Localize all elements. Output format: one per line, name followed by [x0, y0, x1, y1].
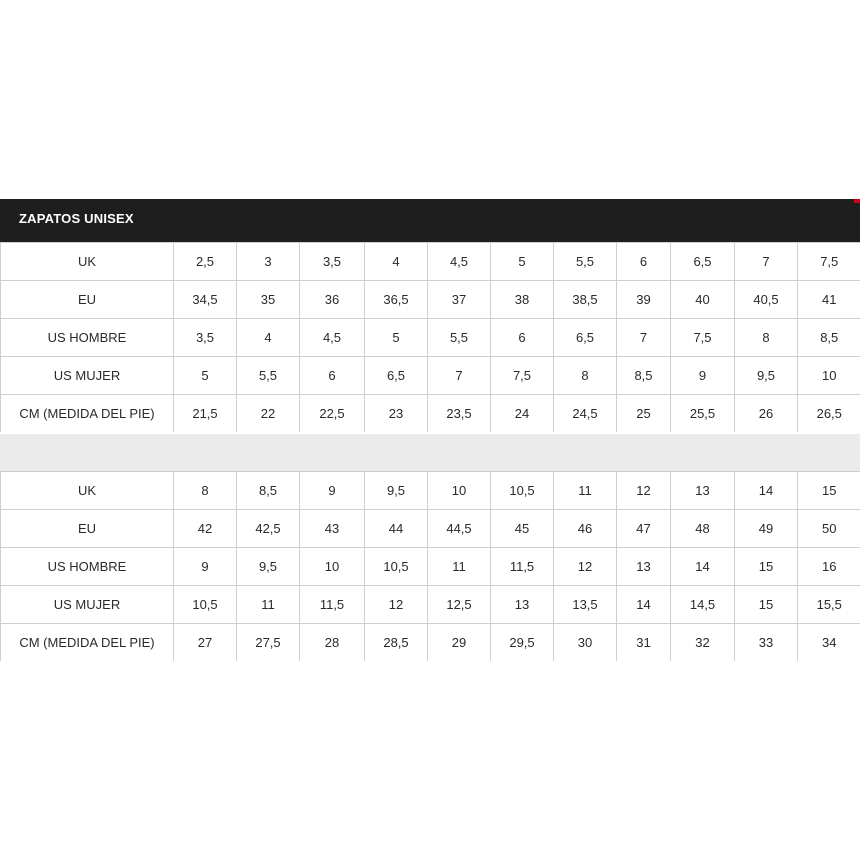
size-cell: 8,5 — [798, 319, 860, 357]
size-cell: 3,5 — [174, 319, 237, 357]
size-cell: 29,5 — [491, 624, 554, 662]
size-cell: 28,5 — [365, 624, 428, 662]
size-cell: 8 — [554, 357, 617, 395]
size-cell: 10 — [300, 548, 365, 586]
row-label: EU — [1, 510, 174, 548]
size-cell: 10,5 — [174, 586, 237, 624]
size-cell: 7 — [617, 319, 671, 357]
size-table-2 — [0, 471, 860, 661]
size-cell: 11 — [428, 548, 491, 586]
size-cell: 38 — [491, 281, 554, 319]
size-cell: 6,5 — [671, 243, 735, 281]
size-cell: 7 — [428, 357, 491, 395]
table-row — [1, 548, 860, 586]
size-cell: 14 — [671, 548, 735, 586]
size-cell: 6 — [491, 319, 554, 357]
size-cell: 36,5 — [365, 281, 428, 319]
size-cell: 50 — [798, 510, 860, 548]
size-cell: 11 — [237, 586, 300, 624]
size-cell: 11 — [554, 472, 617, 510]
size-cell: 12,5 — [428, 586, 491, 624]
size-cell: 10 — [798, 357, 860, 395]
row-label: US HOMBRE — [1, 548, 174, 586]
size-cell: 31 — [617, 624, 671, 662]
size-cell: 9 — [300, 472, 365, 510]
size-cell: 7,5 — [798, 243, 860, 281]
size-cell: 14 — [617, 586, 671, 624]
size-cell: 36 — [300, 281, 365, 319]
row-label: US MUJER — [1, 586, 174, 624]
size-cell: 3 — [237, 243, 300, 281]
size-cell: 42,5 — [237, 510, 300, 548]
size-cell: 43 — [300, 510, 365, 548]
table-row — [1, 472, 860, 510]
table-row — [1, 586, 860, 624]
size-cell: 6,5 — [365, 357, 428, 395]
size-cell: 25 — [617, 395, 671, 433]
size-cell: 15,5 — [798, 586, 860, 624]
size-cell: 12 — [554, 548, 617, 586]
size-cell: 23 — [365, 395, 428, 433]
size-cell: 12 — [617, 472, 671, 510]
size-cell: 11,5 — [300, 586, 365, 624]
size-cell: 8 — [735, 319, 798, 357]
size-cell: 49 — [735, 510, 798, 548]
row-label: UK — [1, 243, 174, 281]
size-table-1 — [0, 242, 860, 432]
size-cell: 10,5 — [491, 472, 554, 510]
size-cell: 29 — [428, 624, 491, 662]
size-cell: 9,5 — [237, 548, 300, 586]
size-cell: 44 — [365, 510, 428, 548]
size-cell: 4,5 — [428, 243, 491, 281]
size-cell: 16 — [798, 548, 860, 586]
size-cell: 22,5 — [300, 395, 365, 433]
table-row — [1, 510, 860, 548]
size-cell: 13 — [617, 548, 671, 586]
size-cell: 7,5 — [491, 357, 554, 395]
size-cell: 6 — [300, 357, 365, 395]
row-label: CM (MEDIDA DEL PIE) — [1, 624, 174, 662]
size-cell: 40 — [671, 281, 735, 319]
page-title: ZAPATOS UNISEX — [19, 211, 134, 226]
size-cell: 11,5 — [491, 548, 554, 586]
size-cell: 27,5 — [237, 624, 300, 662]
size-cell: 46 — [554, 510, 617, 548]
size-cell: 9,5 — [365, 472, 428, 510]
size-cell: 12 — [365, 586, 428, 624]
size-cell: 37 — [428, 281, 491, 319]
size-cell: 5,5 — [554, 243, 617, 281]
size-cell: 38,5 — [554, 281, 617, 319]
size-cell: 15 — [735, 548, 798, 586]
row-label: US MUJER — [1, 357, 174, 395]
size-cell: 7,5 — [671, 319, 735, 357]
size-cell: 10,5 — [365, 548, 428, 586]
size-cell: 26 — [735, 395, 798, 433]
accent-mark — [854, 199, 860, 203]
size-cell: 13 — [671, 472, 735, 510]
size-cell: 41 — [798, 281, 860, 319]
size-cell: 48 — [671, 510, 735, 548]
size-cell: 25,5 — [671, 395, 735, 433]
table-row — [1, 395, 860, 433]
row-label: EU — [1, 281, 174, 319]
size-cell: 15 — [735, 586, 798, 624]
size-cell: 4 — [237, 319, 300, 357]
size-cell: 5,5 — [237, 357, 300, 395]
size-cell: 47 — [617, 510, 671, 548]
size-cell: 40,5 — [735, 281, 798, 319]
size-cell: 9 — [174, 548, 237, 586]
size-cell: 8,5 — [237, 472, 300, 510]
size-cell: 22 — [237, 395, 300, 433]
size-cell: 13 — [491, 586, 554, 624]
table-row — [1, 624, 860, 662]
size-cell: 3,5 — [300, 243, 365, 281]
size-cell: 34,5 — [174, 281, 237, 319]
size-cell: 15 — [798, 472, 860, 510]
size-cell: 26,5 — [816, 406, 842, 421]
size-cell: 4 — [365, 243, 428, 281]
table-row — [1, 281, 860, 319]
size-cell: 28 — [300, 624, 365, 662]
size-cell: 4,5 — [300, 319, 365, 357]
table-row — [1, 357, 860, 395]
size-cell: 7 — [735, 243, 798, 281]
size-cell: 44,5 — [428, 510, 491, 548]
size-cell: 6 — [617, 243, 671, 281]
size-cell: 27 — [174, 624, 237, 662]
row-label: UK — [1, 472, 174, 510]
size-cell: 9 — [671, 357, 735, 395]
size-cell: 33 — [735, 624, 798, 662]
row-label: US HOMBRE — [1, 319, 174, 357]
size-cell: 6,5 — [554, 319, 617, 357]
size-cell: 2,5 — [174, 243, 237, 281]
size-cell: 14,5 — [671, 586, 735, 624]
size-cell: 34 — [822, 635, 837, 650]
size-cell: 5 — [365, 319, 428, 357]
table-header-bar — [0, 199, 860, 242]
size-cell: 45 — [491, 510, 554, 548]
size-cell: 30 — [554, 624, 617, 662]
table-row — [1, 319, 860, 357]
size-cell: 10 — [428, 472, 491, 510]
size-cell: 23,5 — [428, 395, 491, 433]
size-cell: 13,5 — [554, 586, 617, 624]
size-cell: 39 — [617, 281, 671, 319]
row-label: CM (MEDIDA DEL PIE) — [1, 395, 174, 433]
size-cell: 24 — [491, 395, 554, 433]
size-cell: 14 — [735, 472, 798, 510]
size-cell: 32 — [671, 624, 735, 662]
size-cell: 42 — [174, 510, 237, 548]
size-cell: 5,5 — [428, 319, 491, 357]
size-cell: 24,5 — [554, 395, 617, 433]
size-cell: 8 — [174, 472, 237, 510]
size-cell: 35 — [237, 281, 300, 319]
size-cell: 5 — [491, 243, 554, 281]
table-row — [1, 243, 860, 281]
size-cell: 8,5 — [617, 357, 671, 395]
table-separator — [0, 434, 860, 471]
size-cell: 5 — [174, 357, 237, 395]
size-cell: 21,5 — [174, 395, 237, 433]
size-cell: 9,5 — [735, 357, 798, 395]
